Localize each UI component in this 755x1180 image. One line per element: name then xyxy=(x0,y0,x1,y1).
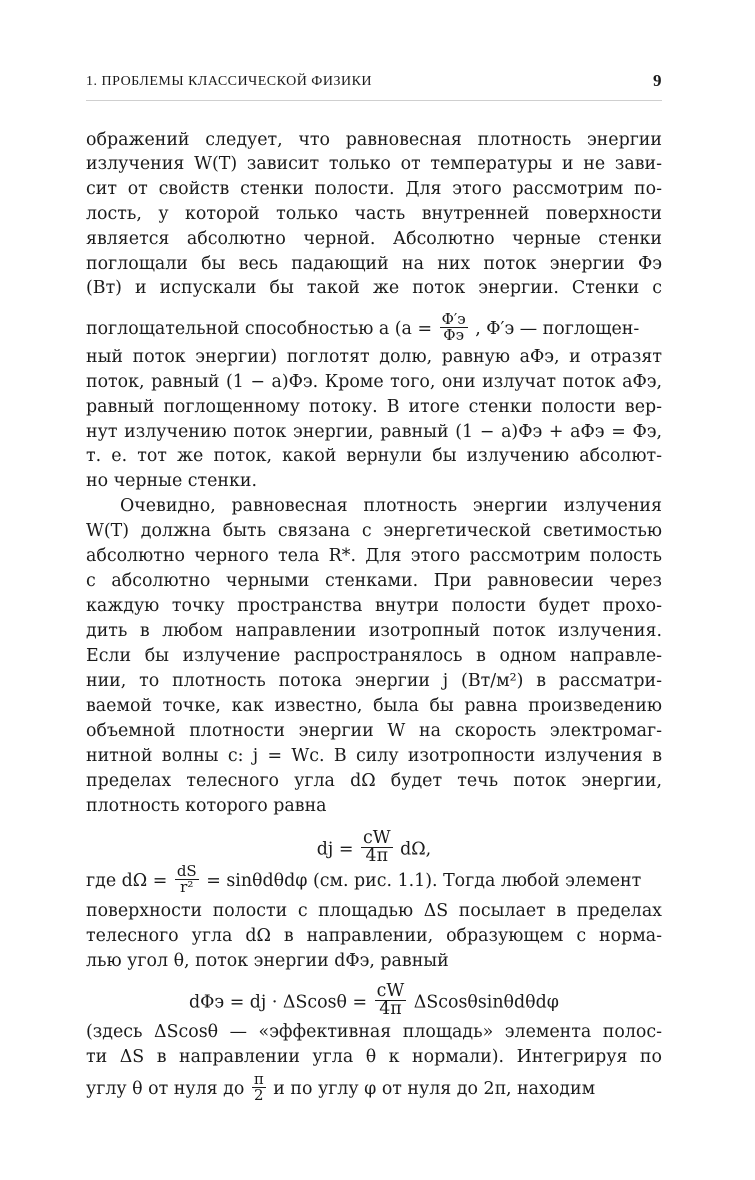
text-line: ображений следует, что равновесная плотность энергии xyxy=(86,130,662,150)
fraction-numerator: cW xyxy=(376,981,405,1001)
text-line: W(T) должна быть связана с энергетической светимостью xyxy=(86,521,662,541)
equation-lhs: dΦэ = dj · ΔScosθ = xyxy=(189,992,368,1013)
fraction-numerator: π xyxy=(253,1070,264,1088)
equation-fraction xyxy=(361,830,393,866)
equation-rhs: dΩ, xyxy=(400,839,432,860)
text-line: плотность которого равна xyxy=(86,796,327,816)
page-number: 9 xyxy=(653,71,662,90)
fraction-denominator: 4π xyxy=(379,999,402,1020)
equation-rhs: ΔScosθsinθdθdφ xyxy=(413,992,559,1013)
text-line: поверхности полости с площадью ΔS посылает в пределах xyxy=(86,901,662,921)
text-line: телесного угла dΩ в направлении, образующем с норма- xyxy=(86,926,662,946)
text-line: с абсолютно черными стенками. При равновесии через xyxy=(86,571,662,591)
fraction-numerator: dS xyxy=(176,862,197,880)
text-line: нитной волны c: j = Wc. В силу изотропности излучения в xyxy=(86,746,662,766)
text-line-with-fraction xyxy=(86,1070,662,1104)
text-line: т. е. тот же поток, какой вернули бы излучению абсолют- xyxy=(86,446,662,466)
text-line: равный поглощенному потоку. В итоге стенки полости вер- xyxy=(86,397,662,417)
text-line: лью угол θ, поток энергии dΦэ, равный xyxy=(86,951,449,971)
text-line: ный поток энергии) поглотят долю, равную aΦэ, и отразят xyxy=(86,347,662,367)
angle-fraction xyxy=(252,1072,266,1103)
text-line: но черные стенки. xyxy=(86,471,257,491)
text-line: ти ΔS в направлении угла θ к нормали). Интегрируя по xyxy=(86,1047,662,1067)
text-line: поглощали бы весь падающий на них поток энергии Φэ xyxy=(86,254,662,274)
text-line: лость, у которой только часть внутренней поверхности xyxy=(86,204,662,224)
absorptance-fraction xyxy=(440,312,468,343)
text-line-with-fraction xyxy=(86,862,662,896)
text-line: ваемой точке, как известно, была бы равна произведению xyxy=(86,696,662,716)
text-fragment: , Φ′э — поглощен- xyxy=(475,319,640,339)
fraction-denominator: Φэ xyxy=(443,326,464,344)
fraction-denominator: 2 xyxy=(254,1086,264,1104)
text-line: нут излучению поток энергии, равный (1 − a)Φэ + aΦэ = Φэ, xyxy=(86,422,662,442)
text-fragment: = sinθdθdφ (см. рис. 1.1). Тогда любой элемент xyxy=(206,871,642,891)
text-line: является абсолютно черной. Абсолютно черные стенки xyxy=(86,229,662,249)
text-fragment: где dΩ = xyxy=(86,871,168,891)
text-line: дить в любом направлении изотропный поток излучения. xyxy=(86,621,662,641)
text-fragment: поглощательной способностью a (a = xyxy=(86,319,433,339)
fraction-denominator: r² xyxy=(180,878,194,896)
fraction-numerator: Φ′э xyxy=(441,310,466,328)
text-fragment: и по углу φ от нуля до 2π, находим xyxy=(273,1079,596,1099)
text-line: (Вт) и испускали бы такой же поток энергии. Стенки с xyxy=(86,278,662,298)
running-header xyxy=(86,71,670,94)
text-line: Очевидно, равновесная плотность энергии излучения xyxy=(120,496,662,516)
text-line: пределах телесного угла dΩ будет течь поток энергии, xyxy=(86,771,662,791)
equation-lhs: dj = xyxy=(316,839,354,860)
text-line: сит от свойств стенки полости. Для этого рассмотрим по- xyxy=(86,179,662,199)
text-fragment: углу θ от нуля до xyxy=(86,1079,245,1099)
chapter-title: 1. ПРОБЛЕМЫ КЛАССИЧЕСКОЙ ФИЗИКИ xyxy=(86,74,373,89)
text-line: (здесь ΔScosθ — «эффективная площадь» элемента полос- xyxy=(86,1022,662,1042)
header-rule xyxy=(86,100,662,101)
text-line: абсолютно черного тела R*. Для этого рассмотрим полость xyxy=(86,546,662,566)
text-line: каждую точку пространства внутри полости будет прохо- xyxy=(86,596,662,616)
solid-angle-fraction xyxy=(175,864,199,895)
text-line: излучения W(T) зависит только от температуры и не зави- xyxy=(86,154,662,174)
fraction-numerator: cW xyxy=(362,828,391,848)
text-line: объемной плотности энергии W на скорость электромаг- xyxy=(86,721,662,741)
text-line: поток, равный (1 − a)Φэ. Кроме того, они излучат поток aΦэ, xyxy=(86,372,662,392)
text-line: нии, то плотность потока энергии j (Вт/м²) в рассматри- xyxy=(86,671,662,691)
text-line-with-fraction xyxy=(86,310,662,344)
equation-fraction xyxy=(375,983,407,1019)
text-line: Если бы излучение распространялось в одном направле- xyxy=(86,646,662,666)
fraction-denominator: 4π xyxy=(365,846,389,867)
